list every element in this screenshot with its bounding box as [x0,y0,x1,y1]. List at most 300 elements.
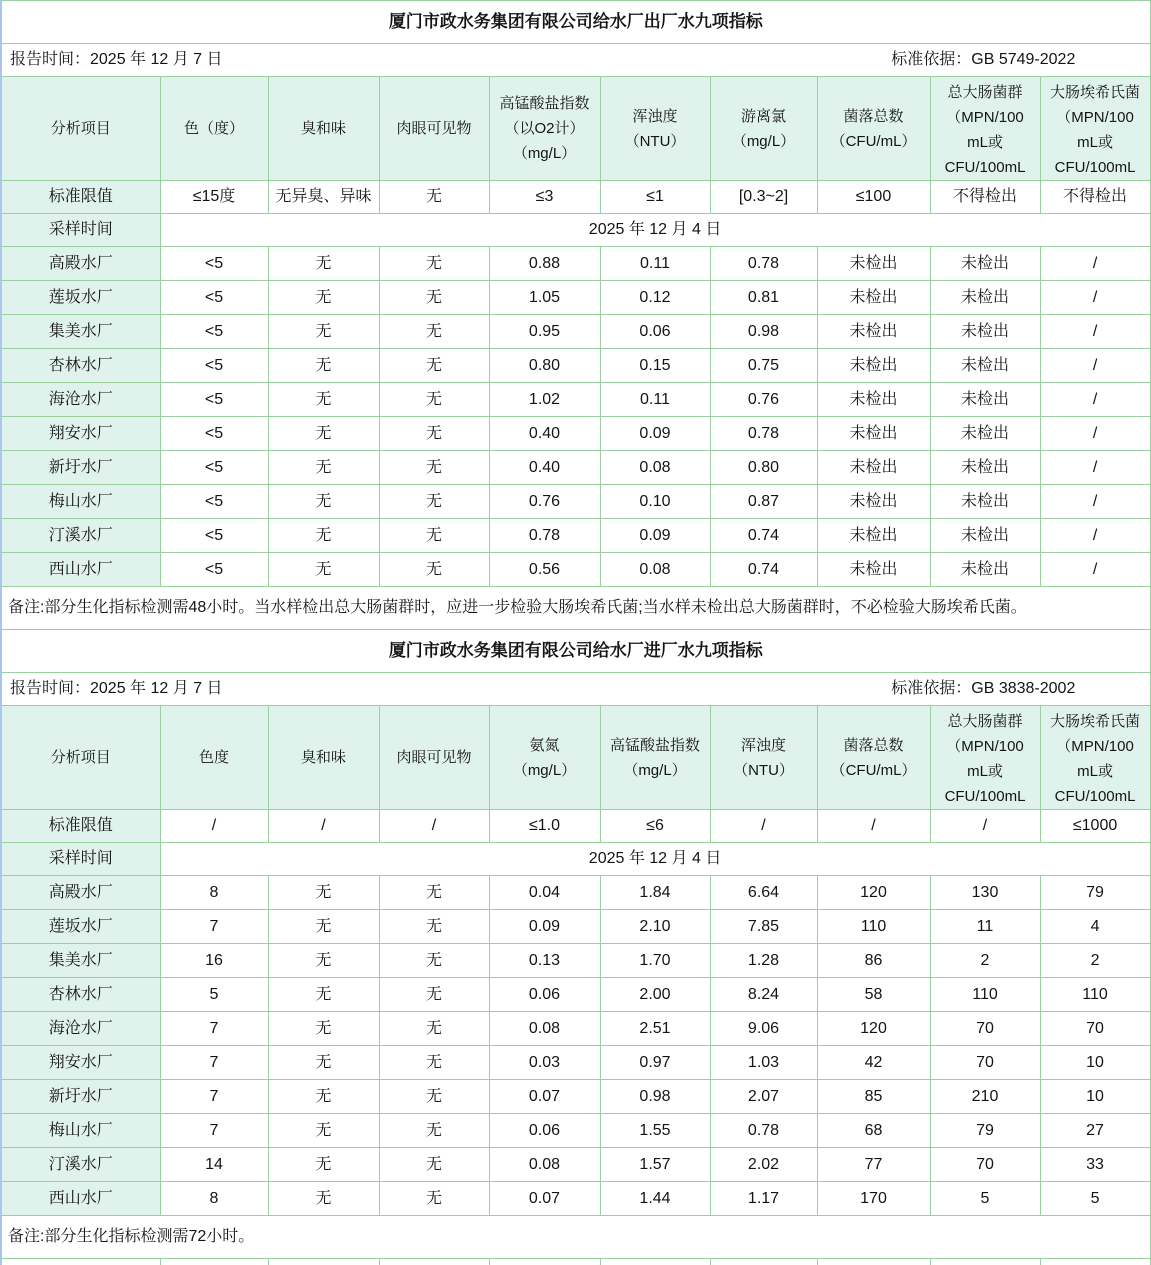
cell-value: 0.06 [600,315,710,349]
cell-value: 0.88 [489,247,600,281]
cell-value: 0.74 [710,519,817,553]
table-row [2,1012,1150,1046]
report-time: 报告时间：2025 年 12 月 7 日 [2,673,817,706]
row-header-plant: 杏林水厂 [2,349,160,383]
row-header-plant: 杏林水厂 [2,978,160,1012]
row-header-plant: 翔安水厂 [2,417,160,451]
cell-value: 未检出 [930,553,1040,587]
cell-value: 2 [930,944,1040,978]
empty-cell [1040,1259,1150,1265]
table-row [2,417,1150,451]
table-row [2,247,1150,281]
cell-value: 77 [817,1148,930,1182]
column-header-line: 游离氯 [711,104,817,129]
row-header-plant: 海沧水厂 [2,383,160,417]
cell-value: / [1040,485,1150,519]
cell-value: 无 [268,417,379,451]
row-header-plant: 翔安水厂 [2,1046,160,1080]
row-header-plant: 莲坂水厂 [2,910,160,944]
table-row [2,383,1150,417]
cell-value: 0.76 [489,485,600,519]
cell-value: 无 [268,315,379,349]
table-row [2,451,1150,485]
row-header-limit: 标准限值 [2,810,160,843]
limit-value: 不得检出 [1040,181,1150,214]
cell-value: 无 [268,876,379,910]
cell-value: 无 [268,519,379,553]
cell-value: 0.03 [489,1046,600,1080]
cell-value: 未检出 [930,383,1040,417]
cell-value: 0.04 [489,876,600,910]
column-header [600,706,710,810]
cell-value: 0.11 [600,247,710,281]
limit-value: / [930,810,1040,843]
limit-value: / [817,810,930,843]
cell-value: <5 [160,451,268,485]
limit-value: ≤6 [600,810,710,843]
column-header [817,706,930,810]
column-header-line: （NTU） [711,758,817,783]
empty-cell [489,1259,600,1265]
standard-basis: 标准依据：GB 5749-2022 [817,44,1150,77]
cell-value: 0.09 [600,417,710,451]
limit-value: / [379,810,489,843]
column-header-line: 浑浊度 [711,733,817,758]
limit-value: ≤100 [817,181,930,214]
table-note: 备注:部分生化指标检测需72小时。 [2,1216,1150,1259]
cell-value: 70 [1040,1012,1150,1046]
cell-value: <5 [160,417,268,451]
cell-value: 130 [930,876,1040,910]
column-header-line: 臭和味 [269,745,379,770]
sampling-time-value: 2025 年 12 月 4 日 [160,214,1150,247]
empty-cell [268,1259,379,1265]
cell-value: 未检出 [930,315,1040,349]
table-row [2,485,1150,519]
cell-value: 0.81 [710,281,817,315]
cell-value: 无 [379,519,489,553]
cell-value: 110 [1040,978,1150,1012]
column-header [930,706,1040,810]
cell-value: 无 [268,1114,379,1148]
cell-value: <5 [160,315,268,349]
cell-value: 未检出 [817,451,930,485]
column-header [710,77,817,181]
outgoing-water-table [2,0,1151,630]
row-header-plant: 西山水厂 [2,553,160,587]
cell-value: / [1040,247,1150,281]
limit-value: 无异臭、异味 [268,181,379,214]
column-header-line: 肉眼可见物 [380,116,489,141]
cell-value: 7 [160,910,268,944]
column-header-line: 菌落总数 [818,733,930,758]
cell-value: 未检出 [930,247,1040,281]
cell-value: 0.78 [489,519,600,553]
column-header-line: （mg/L） [601,758,710,783]
cell-value: 0.09 [489,910,600,944]
column-header-line: 高锰酸盐指数 [601,733,710,758]
sampling-time-value: 2025 年 12 月 4 日 [160,843,1150,876]
cell-value: 0.15 [600,349,710,383]
cell-value: 2.02 [710,1148,817,1182]
cell-value: 无 [268,1012,379,1046]
cell-value: 70 [930,1012,1040,1046]
row-header-plant: 莲坂水厂 [2,281,160,315]
column-header-line: （CFU/mL） [818,129,930,154]
column-header-line: CFU/100mL [1041,784,1150,809]
cell-value: 无 [268,281,379,315]
cell-value: 无 [268,1080,379,1114]
column-header-line: CFU/100mL [931,784,1040,809]
cell-value: 0.06 [489,1114,600,1148]
cell-value: 0.98 [710,315,817,349]
column-header-analysis-item: 分析项目 [2,77,160,181]
cell-value: 1.44 [600,1182,710,1216]
cell-value: / [1040,349,1150,383]
column-header [489,77,600,181]
cell-value: 86 [817,944,930,978]
cell-value: 8 [160,1182,268,1216]
column-header [1040,706,1150,810]
cell-value: 无 [268,451,379,485]
table-title: 厦门市政水务集团有限公司给水厂出厂水九项指标 [2,1,1150,44]
cell-value: 无 [379,553,489,587]
cell-value: 0.97 [600,1046,710,1080]
empty-cell [817,1259,930,1265]
cell-value: <5 [160,383,268,417]
cell-value: 5 [1040,1182,1150,1216]
cell-value: 0.10 [600,485,710,519]
cell-value: 120 [817,1012,930,1046]
column-header-line: （mg/L） [711,129,817,154]
cell-value: 2 [1040,944,1150,978]
cell-value: 0.87 [710,485,817,519]
cell-value: 未检出 [930,485,1040,519]
cell-value: 未检出 [817,315,930,349]
empty-cell [600,1259,710,1265]
cell-value: 2.51 [600,1012,710,1046]
cell-value: 68 [817,1114,930,1148]
cell-value: 无 [268,553,379,587]
column-header [268,77,379,181]
column-header-line: 大肠埃希氏菌 [1041,80,1150,105]
column-header-line: 总大肠菌群 [931,80,1040,105]
cell-value: 110 [930,978,1040,1012]
cell-value: / [1040,417,1150,451]
cell-value: 无 [379,1012,489,1046]
table-row [2,1148,1150,1182]
cell-value: 无 [379,978,489,1012]
cell-value: 0.40 [489,417,600,451]
cell-value: 0.08 [489,1148,600,1182]
cell-value: 0.06 [489,978,600,1012]
cell-value: 无 [268,485,379,519]
cell-value: 0.07 [489,1080,600,1114]
column-header [930,77,1040,181]
standard-basis: 标准依据：GB 3838-2002 [817,673,1150,706]
cell-value: 110 [817,910,930,944]
cell-value: 7 [160,1080,268,1114]
column-header-line: 臭和味 [269,116,379,141]
cell-value: 1.02 [489,383,600,417]
cell-value: 无 [268,1148,379,1182]
table-note: 备注:部分生化指标检测需48小时。当水样检出总大肠菌群时，应进一步检验大肠埃希氏菌;当水样未检出总大肠菌群时，不必检验大肠埃希氏菌。 [2,587,1150,630]
cell-value: 10 [1040,1080,1150,1114]
column-header [1040,77,1150,181]
empty-cell [710,1259,817,1265]
cell-value: 无 [268,978,379,1012]
column-header-line: （CFU/mL） [818,758,930,783]
cell-value: 0.78 [710,417,817,451]
row-header-plant: 新圩水厂 [2,1080,160,1114]
cell-value: 未检出 [930,519,1040,553]
cell-value: 7.85 [710,910,817,944]
cell-value: 无 [268,1046,379,1080]
cell-value: 未检出 [817,417,930,451]
cell-value: 42 [817,1046,930,1080]
column-header [600,77,710,181]
limit-value: / [268,810,379,843]
row-header-plant: 西山水厂 [2,1182,160,1216]
cell-value: 7 [160,1046,268,1080]
cell-value: 33 [1040,1148,1150,1182]
cell-value: 11 [930,910,1040,944]
cell-value: 无 [379,485,489,519]
column-header [817,77,930,181]
limit-value: 不得检出 [930,181,1040,214]
cell-value: 未检出 [930,451,1040,485]
cell-value: 无 [379,315,489,349]
cell-value: / [1040,451,1150,485]
cell-value: <5 [160,519,268,553]
cell-value: 无 [268,247,379,281]
cell-value: 10 [1040,1046,1150,1080]
empty-cell [930,1259,1040,1265]
cell-value: 5 [930,1182,1040,1216]
row-header-plant: 新圩水厂 [2,451,160,485]
column-header-line: （NTU） [601,129,710,154]
column-header [160,706,268,810]
cell-value: 0.75 [710,349,817,383]
cell-value: / [1040,553,1150,587]
cell-value: / [1040,519,1150,553]
cell-value: 6.64 [710,876,817,910]
cell-value: 7 [160,1012,268,1046]
limit-value: ≤1000 [1040,810,1150,843]
column-header-line: （以O2计） [490,116,600,141]
table-row [2,910,1150,944]
cell-value: 未检出 [817,485,930,519]
cell-value: 无 [379,349,489,383]
column-header-line: 大肠埃希氏菌 [1041,709,1150,734]
cell-value: 0.78 [710,247,817,281]
row-header-plant: 高殿水厂 [2,247,160,281]
cell-value: 无 [379,1182,489,1216]
column-header [710,706,817,810]
cell-value: 无 [268,1182,379,1216]
table-row [2,349,1150,383]
cell-value: 0.11 [600,383,710,417]
cell-value: 无 [268,944,379,978]
cell-value: 9.06 [710,1012,817,1046]
limit-value: [0.3~2] [710,181,817,214]
cell-value: 14 [160,1148,268,1182]
table-row [2,1046,1150,1080]
cell-value: 2.00 [600,978,710,1012]
cell-value: / [1040,383,1150,417]
cell-value: 1.17 [710,1182,817,1216]
column-header-line: 氨氮 [490,733,600,758]
limit-value: ≤1.0 [489,810,600,843]
table-row [2,978,1150,1012]
cell-value: 未检出 [930,417,1040,451]
column-header-line: 色度 [161,745,268,770]
cell-value: 0.12 [600,281,710,315]
table-row [2,315,1150,349]
column-header-line: 色（度） [161,116,268,141]
row-header-plant: 梅山水厂 [2,485,160,519]
cell-value: / [1040,315,1150,349]
cell-value: 未检出 [817,349,930,383]
cell-value: 无 [379,247,489,281]
limit-value: / [160,810,268,843]
row-header-plant: 汀溪水厂 [2,519,160,553]
row-header-plant: 汀溪水厂 [2,1148,160,1182]
column-header [268,706,379,810]
row-header-sampling-time: 采样时间 [2,214,160,247]
row-header-plant: 集美水厂 [2,315,160,349]
column-header [379,77,489,181]
cell-value: 0.40 [489,451,600,485]
column-header-analysis-item: 分析项目 [2,706,160,810]
cell-value: 1.70 [600,944,710,978]
cell-value: 无 [379,1148,489,1182]
column-header-line: （MPN/100 [1041,105,1150,130]
cell-value: 0.08 [600,553,710,587]
cell-value: <5 [160,281,268,315]
cell-value: 16 [160,944,268,978]
cell-value: 58 [817,978,930,1012]
cell-value: 0.80 [710,451,817,485]
empty-grid-row [2,1258,1151,1265]
cell-value: 无 [268,910,379,944]
cell-value: 0.95 [489,315,600,349]
cell-value: 0.80 [489,349,600,383]
cell-value: 0.08 [489,1012,600,1046]
row-header-plant: 海沧水厂 [2,1012,160,1046]
cell-value: 0.78 [710,1114,817,1148]
column-header-line: mL或 [1041,130,1150,155]
incoming-water-table [2,629,1151,1259]
column-header-line: CFU/100mL [931,155,1040,180]
row-header-plant: 梅山水厂 [2,1114,160,1148]
cell-value: 无 [379,1046,489,1080]
cell-value: 1.55 [600,1114,710,1148]
cell-value: 27 [1040,1114,1150,1148]
cell-value: 210 [930,1080,1040,1114]
cell-value: 无 [379,876,489,910]
column-header-line: 菌落总数 [818,104,930,129]
cell-value: 无 [379,417,489,451]
cell-value: 85 [817,1080,930,1114]
column-header-line: CFU/100mL [1041,155,1150,180]
column-header [379,706,489,810]
cell-value: <5 [160,349,268,383]
cell-value: 无 [379,1114,489,1148]
limit-value: ≤1 [600,181,710,214]
limit-value: 无 [379,181,489,214]
empty-cell [160,1259,268,1265]
cell-value: 无 [268,349,379,383]
cell-value: 未检出 [930,349,1040,383]
cell-value: 未检出 [817,553,930,587]
column-header-line: mL或 [1041,759,1150,784]
table-row [2,1182,1150,1216]
cell-value: 无 [379,451,489,485]
limit-value: / [710,810,817,843]
cell-value: 无 [379,910,489,944]
table-title: 厦门市政水务集团有限公司给水厂进厂水九项指标 [2,630,1150,673]
cell-value: 7 [160,1114,268,1148]
cell-value: 4 [1040,910,1150,944]
column-header-line: 肉眼可见物 [380,745,489,770]
cell-value: 0.74 [710,553,817,587]
cell-value: 0.56 [489,553,600,587]
cell-value: 8.24 [710,978,817,1012]
table-row [2,944,1150,978]
row-header-plant: 高殿水厂 [2,876,160,910]
cell-value: 2.07 [710,1080,817,1114]
column-header-line: mL或 [931,759,1040,784]
empty-cell [379,1259,489,1265]
cell-value: 未检出 [817,281,930,315]
column-header-line: （MPN/100 [1041,734,1150,759]
cell-value: 无 [268,383,379,417]
cell-value: 170 [817,1182,930,1216]
column-header-line: mL或 [931,130,1040,155]
table-row [2,876,1150,910]
table-row [2,553,1150,587]
cell-value: 1.57 [600,1148,710,1182]
column-header [160,77,268,181]
cell-value: 1.05 [489,281,600,315]
row-header-sampling-time: 采样时间 [2,843,160,876]
cell-value: 未检出 [817,519,930,553]
cell-value: 120 [817,876,930,910]
table-row [2,281,1150,315]
table-row [2,1080,1150,1114]
table-row [2,519,1150,553]
cell-value: 1.28 [710,944,817,978]
column-header-line: 总大肠菌群 [931,709,1040,734]
cell-value: 0.09 [600,519,710,553]
column-header-line: （mg/L） [490,141,600,166]
limit-value: ≤3 [489,181,600,214]
cell-value: <5 [160,485,268,519]
limit-value: ≤15度 [160,181,268,214]
column-header [489,706,600,810]
row-header-plant: 集美水厂 [2,944,160,978]
row-header-limit: 标准限值 [2,181,160,214]
cell-value: 0.13 [489,944,600,978]
empty-cell [2,1259,160,1265]
cell-value: 0.76 [710,383,817,417]
cell-value: 8 [160,876,268,910]
cell-value: 未检出 [817,247,930,281]
cell-value: 无 [379,1080,489,1114]
report-time: 报告时间：2025 年 12 月 7 日 [2,44,817,77]
cell-value: 0.07 [489,1182,600,1216]
